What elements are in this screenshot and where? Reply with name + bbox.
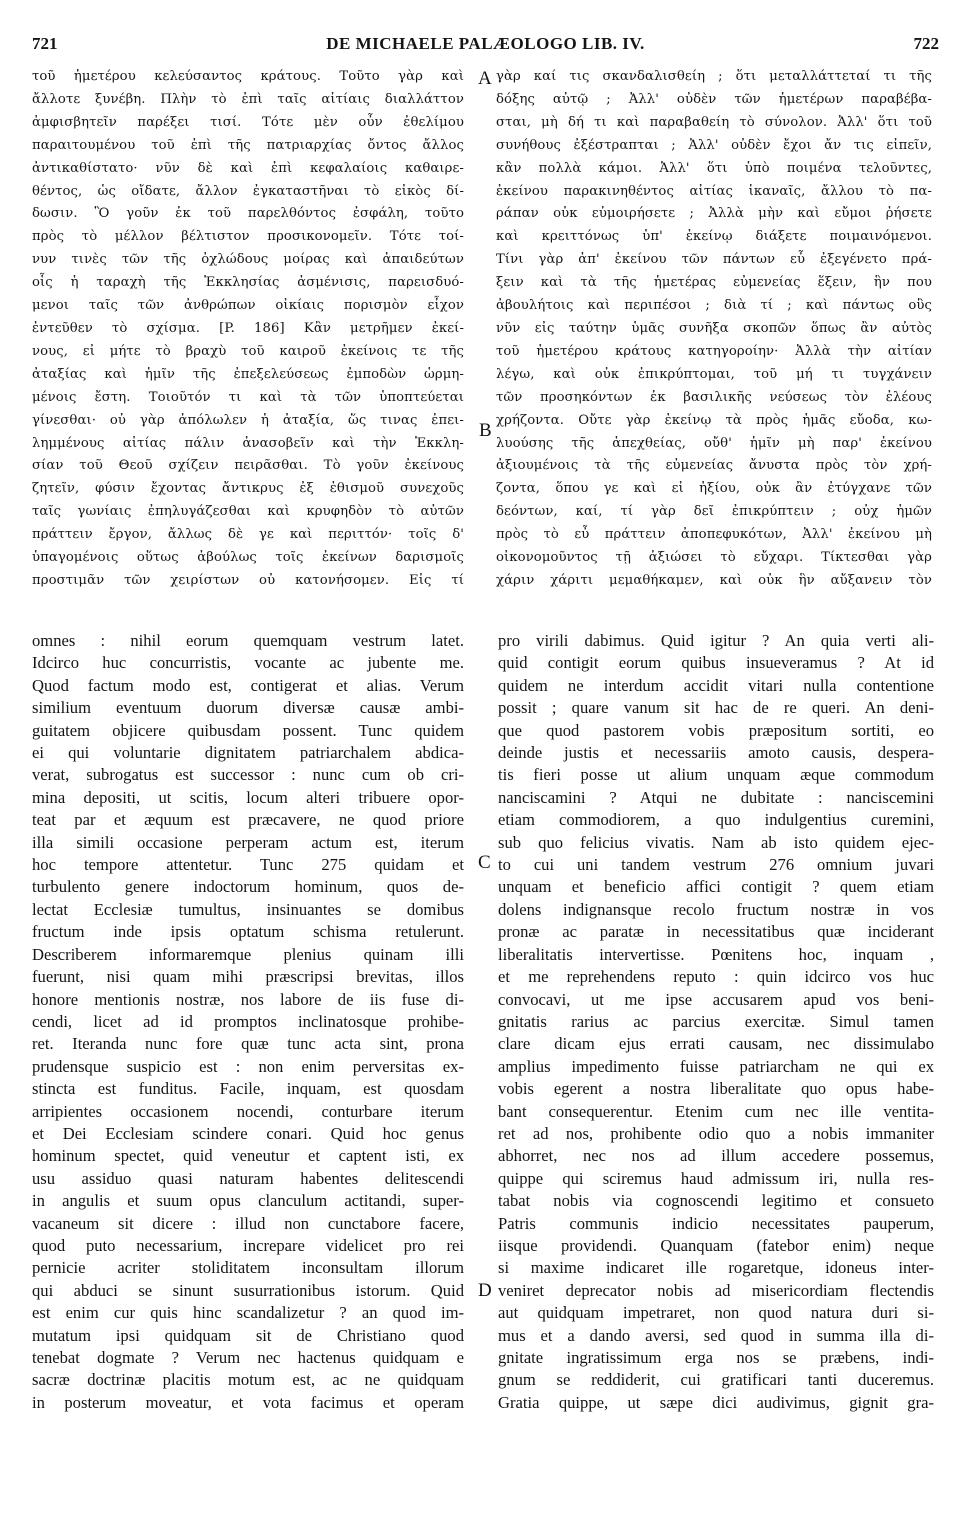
text-line: usu assiduo quasi naturam habentes delitescendi	[32, 1168, 464, 1188]
text-line: νυν τινὲς τῶν τῆς ὀχλώδους μοίρας καὶ ἀπαιδεύτων	[32, 252, 464, 268]
latin-text-left-column	[32, 630, 464, 1414]
text-line: sub quo felicius vivatis. Nam ab isto quidem ejec-	[498, 832, 934, 852]
text-line: δωσιν. Ὃ γοῦν ἐκ τοῦ παρελθόντος ἐσφάλη, τοῦτο	[32, 206, 464, 222]
text-line: θέντος, ὡς οἴδατε, ἄλλον ἐγκαταστῆναι τὸ εἰκὸς δί-	[32, 183, 464, 199]
text-line: similium eventuum duorum diversæ causæ ambi-	[32, 698, 464, 718]
text-line: si maxime indicaret ille rogaretque, idoneus inter-	[498, 1258, 934, 1278]
text-line: πρὸς τὸ εὖ πράττειν ἀποπεφυκότων, Ἀλλ' ἐκείνου μὴ	[496, 527, 932, 543]
text-line: illa simili occasione perperam actum est, iterum	[32, 832, 464, 852]
text-line: in angulis et suum opus clanculum actitandi, super-	[32, 1191, 464, 1211]
text-line: σται, μὴ δή τι καὶ παραβαθείη τὸ σύνολον. Ἀλλ' ὅτι τοῦ	[496, 114, 932, 130]
text-line: πρὸς τὸ μέλλον βέλτιστον προσικονομεῖν. Τότε τοί-	[32, 229, 464, 245]
text-line: γὰρ καί τις σκανδαλισθείη ; ὅτι μεταλλάττεταί τι τῆς	[496, 69, 932, 84]
text-line: χάριν χάριτι μεμαθήκαμεν, καὶ οὐκ ἣν αὔξανειν τὸν	[496, 572, 932, 588]
text-line: συνήθους ἐξέστραπται ; Ἀλλ' οὐδὲν ἔχοι ἄν τις εἰπεῖν,	[496, 137, 932, 153]
text-line: quippe qui sciremus haud admissum iri, nulla res-	[498, 1168, 934, 1188]
text-line: clare dicam ejus errati causam, nec dissimulabo	[498, 1034, 934, 1054]
text-line: δεόντων, καί, τί γὰρ δεῖ ἐπικρύπτειν ; οὐχ ἡμῶν	[496, 504, 932, 520]
text-line: iisque providendi. Quanquam (fatebor enim) neque	[498, 1235, 934, 1255]
latin-text-right-column	[498, 630, 934, 1414]
text-line: convocavi, ut me ipse accusarem apud vos beni-	[498, 989, 934, 1009]
text-line: τοῦ ἡμετέρου κράτους κατηγοροίην· Ἀλλὰ τὴν αἰτίαν	[496, 343, 932, 359]
text-line: μένοις ἔστη. Τοιοῦτόν τι καὶ τὰ τῶν ὑποπτεύεται	[32, 389, 464, 405]
text-line: λέγω, καὶ οὐκ ἐπικρύπτομαι, τοῦ μή τι τυγχάνειν	[496, 366, 932, 382]
text-line: est enim cur quis hinc scandalizetur ? an quod im-	[32, 1303, 464, 1323]
text-line: fructum inde ipsis optatum schisma retulerunt.	[32, 922, 464, 942]
text-line: pernicie acriter stoliditatem inconsultam illorum	[32, 1258, 464, 1278]
text-line: nanciscamini ? Atqui ne dubitate : nanciscemini	[498, 787, 934, 807]
text-line: δόξης αὐτῷ ; Ἀλλ' οὐδὲν τῶν ἡμετέρων παραβέβα-	[496, 91, 932, 107]
text-line: pro virili dabimus. Quid igitur ? An quia verti ali-	[498, 631, 934, 650]
text-line: possit ; quare vanum sit hac de re queri. An deni-	[498, 698, 934, 718]
text-line: sacræ doctrinæ placitis motum est, ac ne quidquam	[32, 1370, 464, 1390]
text-line: οἰκονομοῦντος τῇ ἀξιώσει τὸ εὔχαρι. Τίκτεσθαι γὰρ	[496, 550, 932, 566]
text-line: καὶ κρειττόνως ὑπ' ἐκείνῳ διάξετε ποιμαινόμενοι.	[496, 229, 932, 245]
text-line: omnes : nihil eorum quemquam vestrum latet.	[32, 631, 464, 650]
text-line: ei qui voluntarie dignitatem patriarchalem abdica-	[32, 743, 464, 763]
text-line: Quod factum modo est, contigerat et alias. Verum	[32, 675, 464, 695]
text-line: mus et a dando aversi, sed quod in summa illa di-	[498, 1325, 934, 1345]
text-line: τοῦ ἡμετέρου κελεύσαντος κράτους. Τοῦτο γὰρ καὶ	[32, 69, 464, 84]
text-line: in posterum moveatur, et vota facimus et operam	[32, 1392, 464, 1412]
text-line: τῶν προσηκόντων ἐκ βασιλικῆς νεύσεως τὸν ἐλέους	[496, 389, 932, 405]
text-line: bant consequerentur. Etenim cum nec ille ventita-	[498, 1101, 934, 1121]
text-line: Τίνι γὰρ ἀπ' ἐκείνου τῶν πάντων εὖ ἐξεγένετο πρά-	[496, 252, 932, 268]
text-line: μενοι ταῖς τῶν ἀνθρώπων οἰκίαις πορισμὸν εἶχον	[32, 298, 464, 314]
text-line: arripientes occasionem nocendi, conturbare iterum	[32, 1101, 464, 1121]
text-line: fuerunt, nisi quam mihi præscripsi brevitas, illos	[32, 967, 464, 987]
margin-letter-d: D	[478, 1280, 492, 1301]
text-line: veniret deprecator nobis ad misericordiam flectendis	[498, 1280, 934, 1300]
text-line: κἂν πολλὰ κάμοι. Ἀλλ' ὅτι ὑπὸ ποιμένα τελοῦντες,	[496, 160, 932, 176]
text-line: quid contigit eorum quibus insueveramus ? At id	[498, 653, 934, 673]
text-line: amplius impedimento fuisse patriarcham ne qui ex	[498, 1056, 934, 1076]
text-line: ἀντικαθίστατο· νῦν δὲ καὶ ἐπὶ κεφαλαίοις καθαιρε-	[32, 160, 464, 176]
text-line: mina depositi, ut scitis, locum alteri tribuere opor-	[32, 787, 464, 807]
text-line: dolens indignansque recolo fructum nostræ in vos	[498, 899, 934, 919]
text-line: vacaneum sit dicere : illud non cunctabore facere,	[32, 1213, 464, 1233]
right-page-number: 722	[913, 34, 939, 53]
left-page-number: 721	[32, 34, 58, 53]
text-line: honore mentionis nostræ, nos labore de iis fuse di-	[32, 989, 464, 1009]
text-line: ἀμφισβητεῖν παρέξει τισί. Τότε μὲν οὖν ἐθελίμου	[32, 114, 464, 130]
text-line: hominum spectet, quid veneutur et captent isti, ex	[32, 1146, 464, 1166]
text-line: lectat Ecclesiæ tumultus, insinuantes se domibus	[32, 899, 464, 919]
text-line: ἐντεῦθεν τὸ σχίσμα. [P. 186] Κἂν μετρῆμεν ἐκεί-	[32, 320, 464, 336]
text-line: ret ad nos, prohibente odio quo a nobis immaniter	[498, 1123, 934, 1143]
text-line: Gratia quippe, ut sæpe dici audivimus, gignit gra-	[498, 1392, 934, 1412]
text-line: que quod pastorem vobis præpositum sortiti, eo	[498, 720, 934, 740]
text-line: deinde justis et necessariis amoto causis, despera-	[498, 743, 934, 763]
greek-text-right-column	[496, 66, 932, 593]
text-line: σίαν τοῦ Θεοῦ σχίζειν πειρᾶσθαι. Τὸ γοῦν ἐκείνους	[32, 458, 464, 474]
text-line: cendi, licet ad id promptos inclinatosque prohibe-	[32, 1011, 464, 1031]
text-line: prudensque suspicio est : non enim perversitas ex-	[32, 1056, 464, 1076]
text-line: προστιμᾶν τῶν χειρίστων οὐ κατονήσομεν. Εἰς τί	[32, 572, 464, 588]
text-line: to cui uni tandem vestrum 276 omnium juvari	[498, 855, 934, 875]
margin-letter-c: C	[478, 852, 491, 873]
greek-text-left-column	[32, 66, 464, 593]
text-line: Idcirco huc concurristis, vocante ac jubente me.	[32, 653, 464, 673]
text-line: pronæ ac paratæ in necessitatibus quæ inciderant	[498, 922, 934, 942]
running-header	[32, 34, 939, 58]
text-line: gnitate ingratissimum erga nos se præbens, indi-	[498, 1348, 934, 1367]
text-line: verat, subrogatus est successor : nunc cum ob cri-	[32, 765, 464, 785]
text-line: χρήζοντα. Οὔτε γὰρ ἐκείνῳ τὰ πρὸς ἡμᾶς εὔοδα, κω-	[496, 412, 932, 428]
text-line: λημμένους αἰτίας πάλιν ἀνασοβεῖν καὶ τὴν Ἐκκλη-	[32, 435, 464, 451]
text-line: vobis egerent a nostra liberalitate quo opus habe-	[498, 1079, 934, 1099]
text-line: νῦν εἰς ταύτην ὑμᾶς συνῆξα σκοπῶν ὅπως ἂν αὐτὸς	[496, 320, 932, 336]
text-line: aut quidquam impetraret, non quod natura duri si-	[498, 1303, 934, 1323]
text-line: ζοντα, ὅπου γε καὶ εἰ ἠξίου, οὐκ ἂν ἐτύγχανε τῶν	[496, 481, 932, 497]
text-line: νους, εἰ μήτε τὸ βραχὺ τοῦ καιροῦ ἐκείνοις τε τῆς	[32, 343, 464, 359]
text-line: ὑπαγομένοις οὕτως ἀβούλως τοῖς ἐκείνων δαρισμοῖς	[32, 550, 464, 566]
text-line: et Dei Ecclesiam scindere conari. Quid hoc genus	[32, 1123, 464, 1143]
text-line: ξειν καὶ τὰ τῆς ἡμετέρας εὐμενείας ἕξειν, ἣν που	[496, 275, 932, 291]
text-line: guitatem objicere quibusdam possent. Tunc quidem	[32, 720, 464, 740]
text-line: quod puto necessarium, increpare videlicet pro rei	[32, 1235, 464, 1255]
text-line: Describerem informaremque plenius quinam illi	[32, 944, 464, 964]
text-line: ζητεῖν, φύσιν ἔχοντας ἄντικρυς ἐξ ἐθισμοῦ συνεχοῦς	[32, 481, 464, 497]
text-line: ret. Iteranda nunc fore quæ tunc acta sint, prona	[32, 1034, 464, 1054]
text-line: unquam et beneficio affici contigit ? quem etiam	[498, 877, 934, 897]
running-title: DE MICHAELE PALÆOLOGO LIB. IV.	[326, 34, 645, 53]
text-line: ἐκείνου παρακινηθέντος αἰτίας ἱκαναῖς, ἄλλου τὸ πα-	[496, 183, 932, 199]
text-line: γίνεσθαι· οὐ γὰρ ἀπόλωλεν ἡ ἀταξία, ὥς τινας ἐπει-	[32, 412, 464, 428]
text-line: πράττειν ἔργον, ἄλλως δὲ γε καὶ περιττόν· τοῖς δ'	[32, 527, 464, 543]
text-line: gnum se reddiderit, cui gratificari tanti duceremus.	[498, 1370, 934, 1390]
text-line: ἀταξίας καὶ ἡμῖν τῆς ἐπεξελεύσεως ἐμποδὼν ὡρμη-	[32, 366, 464, 382]
text-line: tis fieri posse ut alium unquam æque commodum	[498, 765, 934, 785]
text-line: tabat nobis via cognoscendi legitimo et consueto	[498, 1191, 934, 1211]
text-line: tenebat dogmate ? Verum nec hactenus quidquam e	[32, 1348, 464, 1367]
text-line: etiam commodiorem, a quo indulgentius curemini,	[498, 810, 934, 830]
text-line: ἀξιουμένοις τὰ τῆς εὐμενείας ἄνυστα πρὸς τὸν χρή-	[496, 458, 932, 474]
text-line: stincta est funditus. Facile, inquam, est quosdam	[32, 1079, 464, 1099]
text-line: qui abduci se sinunt susurrationibus istorum. Quid	[32, 1280, 464, 1300]
text-line: ἀβουλήτοις καὶ περιπέσοι ; διὰ τί ; καὶ πάντως οὓς	[496, 298, 932, 314]
text-line: παραιτουμένου τοῦ ἐπὶ τῆς πατριαρχίας ὄντος ἄλλος	[32, 137, 464, 153]
text-line: ράπαν οὐκ εὐμοιρήσετε ; Ἀλλὰ μὴν καὶ εὔμοι ῥήσετε	[496, 206, 932, 222]
text-line: gnitatis rarius ac parcius exercitæ. Simul tamen	[498, 1011, 934, 1031]
text-line: οἷς ἡ ταραχὴ τῆς Ἐκκλησίας ἀσμένισις, παρεισδυό-	[32, 275, 464, 291]
text-line: abhorret, nec nos ad illum accedere possemus,	[498, 1146, 934, 1166]
text-line: turbulento genere indoctorum hominum, quos de-	[32, 877, 464, 897]
text-line: ταῖς γωνίαις ἐπηλυγάζεσθαι καὶ κρυφηδὸν τὸ αὐτῶν	[32, 504, 464, 520]
text-line: Patris communis indicio necessitates pauperum,	[498, 1213, 934, 1233]
margin-letter-b: B	[479, 420, 492, 441]
text-line: hoc tempore attentetur. Tunc 275 quidam et	[32, 855, 464, 875]
text-line: teat par et æquum est præcavere, ne quod priore	[32, 810, 464, 830]
text-line: et me reprehendens reputo : quin idcirco vos huc	[498, 967, 934, 987]
text-line: mutatum ipsi quidquam sit de Christiano quod	[32, 1325, 464, 1345]
text-line: ἄλλοτε ξυνέβη. Πλὴν τὸ ἐπὶ ταῖς αἰτίαις διαλλάττον	[32, 91, 464, 107]
text-line: λυούσης τῆς ἀπεχθείας, οὔθ' ἡμῖν μὴ παρ' ἐκείνου	[496, 435, 932, 451]
text-line: liberalitatis intervertisse. Pœnitens hoc, inquam ,	[498, 944, 934, 964]
margin-letter-a: A	[478, 68, 492, 89]
text-line: quidem ne interdum accidit vitari nulla contentione	[498, 675, 934, 695]
